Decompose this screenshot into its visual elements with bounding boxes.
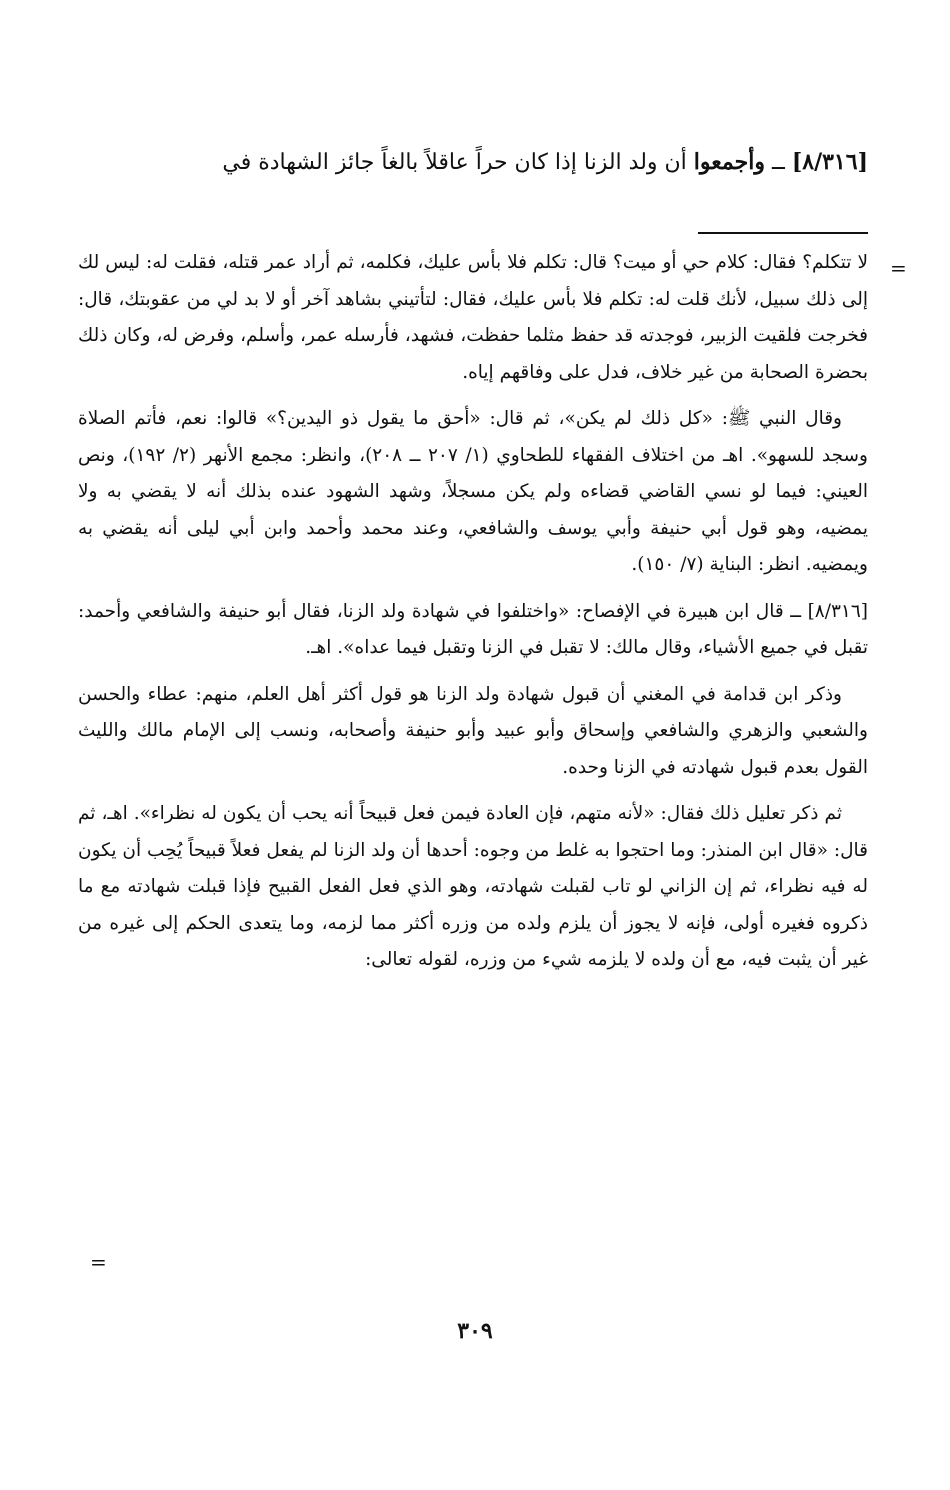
- footnote-paragraph-3: [٨/٣١٦] ــ قال ابن هبيرة في الإفصاح: «واختلفوا في شهادة ولد الزنا، فقال أبو حنيفة والشافعي وأحمد: تقبل في جميع الأشياء، وقال مالك: لا تقبل في الزنا وتقبل فيما عداه». اهـ.: [78, 600, 868, 658]
- continuation-mark-bottom: =: [90, 1250, 107, 1274]
- continuation-mark-top: =: [890, 256, 907, 280]
- page-number: ٣٠٩: [457, 1318, 493, 1344]
- footnote-paragraph-5: ثم ذكر تعليل ذلك فقال: «لأنه متهم، فإن العادة فيمن فعل قبيحاً أنه يحب أن يكون له نظراء». اهـ، ثم قال: «قال ابن المنذر: وما احتجوا به غلط من وجوه: أحدها أن ولد الزنا لم يفعل فعلاً قبيحاً يُحِب أن يكون له فيه نظراء، ثم إن الزاني لو تاب لقبلت شهادته، وهو الذي فعل الفعل القبيح فإذا قبلت شهادته مع ما ذكروه فغيره أولى، فإنه لا يجوز أن يلزم ولده من وزره أكثر مما لزمه، وما يتعدى الحكم إلى غيره من غير أن يثبت فيه، مع أن ولده لا يلزمه شيء من وزره، لقوله تعالى:: [78, 803, 868, 970]
- main-lead-word: وأجمعوا: [693, 149, 765, 175]
- section-dash: ــ: [764, 150, 792, 175]
- main-text: [78, 140, 868, 185]
- main-text-rest: أن ولد الزنا إذا كان حراً عاقلاً بالغاً جائز الشهادة في: [222, 150, 694, 175]
- footnote-paragraph-4: وذكر ابن قدامة في المغني أن قبول شهادة ولد الزنا هو قول أكثر أهل العلم، منهم: عطاء والحسن والشعبي والزهري والشافعي وإسحاق وأبو عبيد وأبو حنيفة وأصحابه، ونسب إلى الإمام مالك والليث القول بعدم قبول شهادته في الزنا وحده.: [78, 683, 868, 778]
- footnote-paragraph-1: لا تتكلم؟ فقال: كلام حي أو ميت؟ قال: تكلم فلا بأس عليك، فكلمه، ثم أراد عمر قتله، فقلت له: ليس لك إلى ذلك سبيل، لأنك قلت له: تكلم فلا بأس عليك، فقال: لتأتيني بشاهد آخر أو لا بد لي من عقوبتك، قال: فخرجت فلقيت الزبير، فوجدته قد حفظ مثلما حفظت، فشهد، فأرسله عمر، وأسلم، وفرض له، وكان ذلك بحضرة الصحابة من غير خلاف، فدل على وفاقهم إياه.: [78, 252, 868, 383]
- footnotes: [78, 245, 868, 989]
- footnote-paragraph-2: وقال النبي ﷺ: «كل ذلك لم يكن»، ثم قال: «أحق ما يقول ذو اليدين؟» قالوا: نعم، فأتم الصلاة وسجد للسهو». اهـ من اختلاف الفقهاء للطحاوي (١/ ٢٠٧ ــ ٢٠٨)، وانظر: مجمع الأنهر (٢/ ١٩٢)، ونص العيني: فيما لو نسي القاضي قضاءه ولم يكن مسجلاً، وشهد الشهود عنده بذلك أنه لا يقضي به ولا يمضيه، وهو قول أبي حنيفة وأبي يوسف والشافعي، وعند محمد وأحمد وابن أبي ليلى أنه يقضي به ويمضيه. انظر: البناية (٧/ ١٥٠).: [78, 408, 868, 575]
- footnote-separator: [698, 232, 868, 234]
- section-reference: [٨/٣١٦]: [791, 149, 868, 175]
